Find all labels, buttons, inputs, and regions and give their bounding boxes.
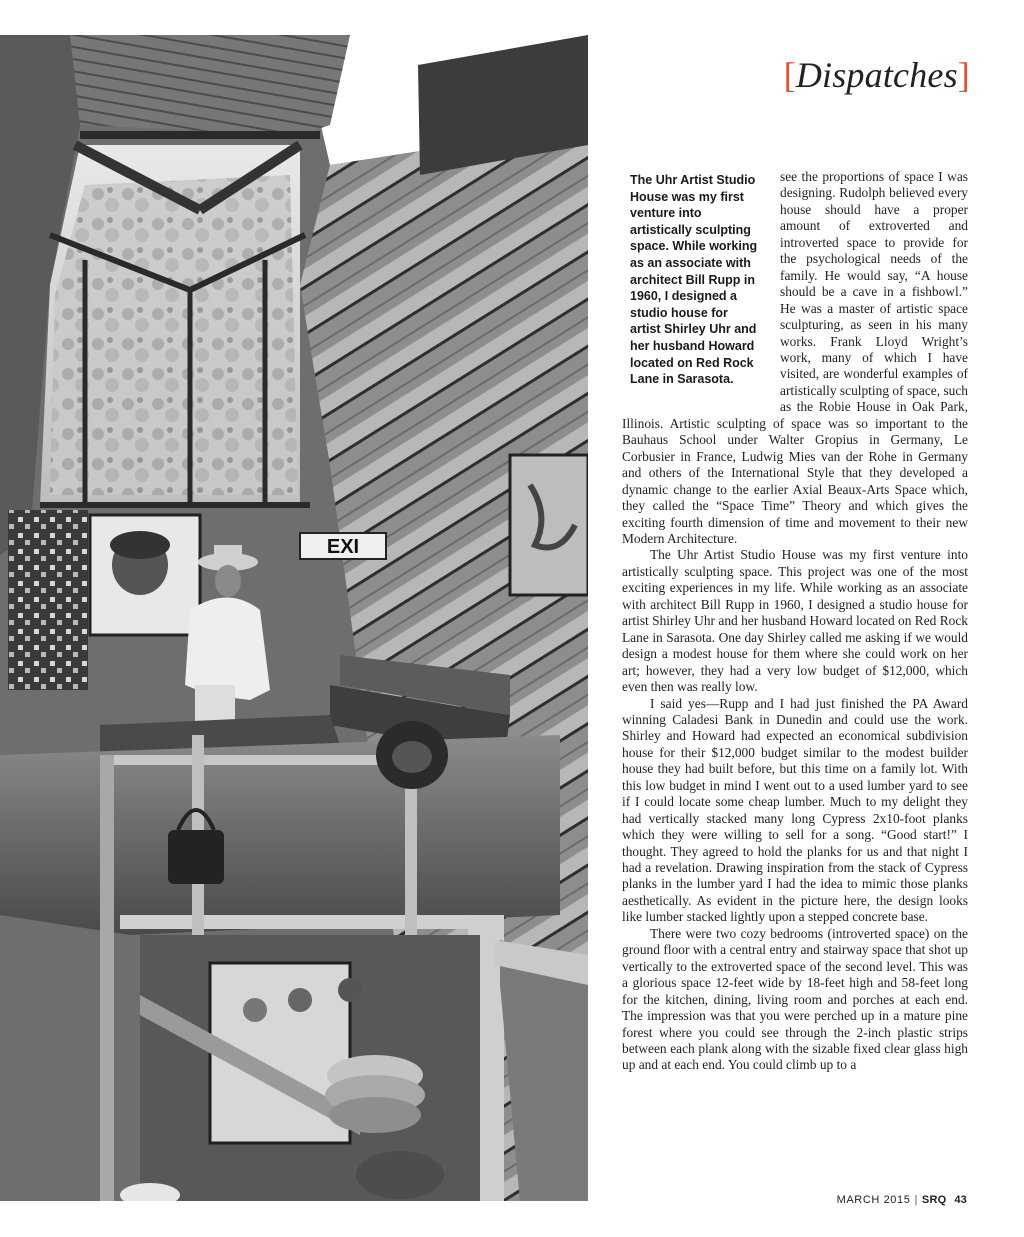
body-paragraph: see the proportions of space I was designing. Rudolph believed every house should have a proper amount of extroverted and introverted space to provide for the psychological needs of the family. He would say, “A house should be a cave in a fishbowl.” He was a master of artistic space sculpturing, as seen in his many works. Frank Lloyd Wright’s work, many of which I have visited, are wonderful examples of artistically sculpting of space, such as the Robie House in Oak Park, Illinois. Artistic sculpting of space was so important to the Bauhaus School under Walter Gropius in Germany, Le Corbusier in France, Ludwig Mies van der Rohe in Germany and others of the International Style that they developed a dynamic change to the earlier Axial Beaux-Arts Space which, they called the “Space Time” Theory and which gives the exciting fourth dimension of time and movement to their new Modern Architecture. bbox=[622, 169, 968, 546]
studio-photo bbox=[0, 35, 588, 1201]
body-paragraph: I said yes—Rupp and I had just finished the PA Award winning Caladesi Bank in Dunedin and could use the work. Shirley and Howard had expected an economical subdivision house for their $12,000 budget similar to the modest builder house they had built before, but this time on a family lot. With this low budget in mind I went out to a used lumber yard to see if I could locate some cheap lumber. Much to my delight they had vertically stacked many long Cypress 2x10-foot planks which they were willing to sell for a song. “Good start!” I thought. They agreed to hold the planks for us and that night I had a revelation. Drawing inspiration from the stack of Cypress planks in the lumber yard I had the idea to mimic those planks aesthetically. As evident in the picture here, the design looks like lumber stacked lightly upon a stepped concrete base. bbox=[622, 695, 968, 925]
footer-separator: | bbox=[914, 1194, 918, 1206]
issue-date: MARCH 2015 bbox=[836, 1194, 911, 1206]
body-paragraph: There were two cozy bedrooms (introverted space) on the ground floor with a central entry and stairway space that shot up vertically to the extroverted space of the second level. This was a glorious space 12-feet wide by 18-feet high and 58-feet long for the kitchen, dining, living room and porches at each end. The impression was that you were perched up in a mature pine forest where you could see through the 2-inch plastic strips between each plank along with the sizable fixed clear glass high up and at each end. You could climb up to a bbox=[622, 925, 968, 1073]
header-bracket-close: ] bbox=[957, 55, 970, 95]
body-paragraph: The Uhr Artist Studio House was my first venture into artistically sculpting space. This project was one of the most exciting experiences in my life. While working as an associate with architect Bill Rupp in 1960, I designed a studio house for artist Shirley Uhr and her husband Howard located on Red Rock Lane in Sarasota. One day Shirley called me asking if we would design a modest house for them where she could work on her art; however, they had a very low budget of $12,000, which even then was really low. bbox=[622, 547, 968, 695]
page-footer bbox=[837, 1194, 967, 1206]
exit-sign: EXI bbox=[326, 536, 360, 558]
magazine-name: SRQ bbox=[921, 1194, 947, 1206]
page-number: 43 bbox=[954, 1194, 967, 1206]
caption-wrap-space bbox=[622, 169, 780, 407]
article-body bbox=[622, 169, 968, 1074]
header-bracket-open: [ bbox=[783, 55, 796, 95]
photo-caption: The Uhr Artist Studio House was my first venture into artistically sculpting space. While working as an associate with architect Bill Rupp in 1960, I designed a studio house for artist Shirley Uhr and her husband Howard located on Red Rock Lane in Sarasota. bbox=[630, 173, 758, 387]
section-title: Dispatches bbox=[795, 55, 958, 95]
section-header bbox=[784, 54, 970, 96]
